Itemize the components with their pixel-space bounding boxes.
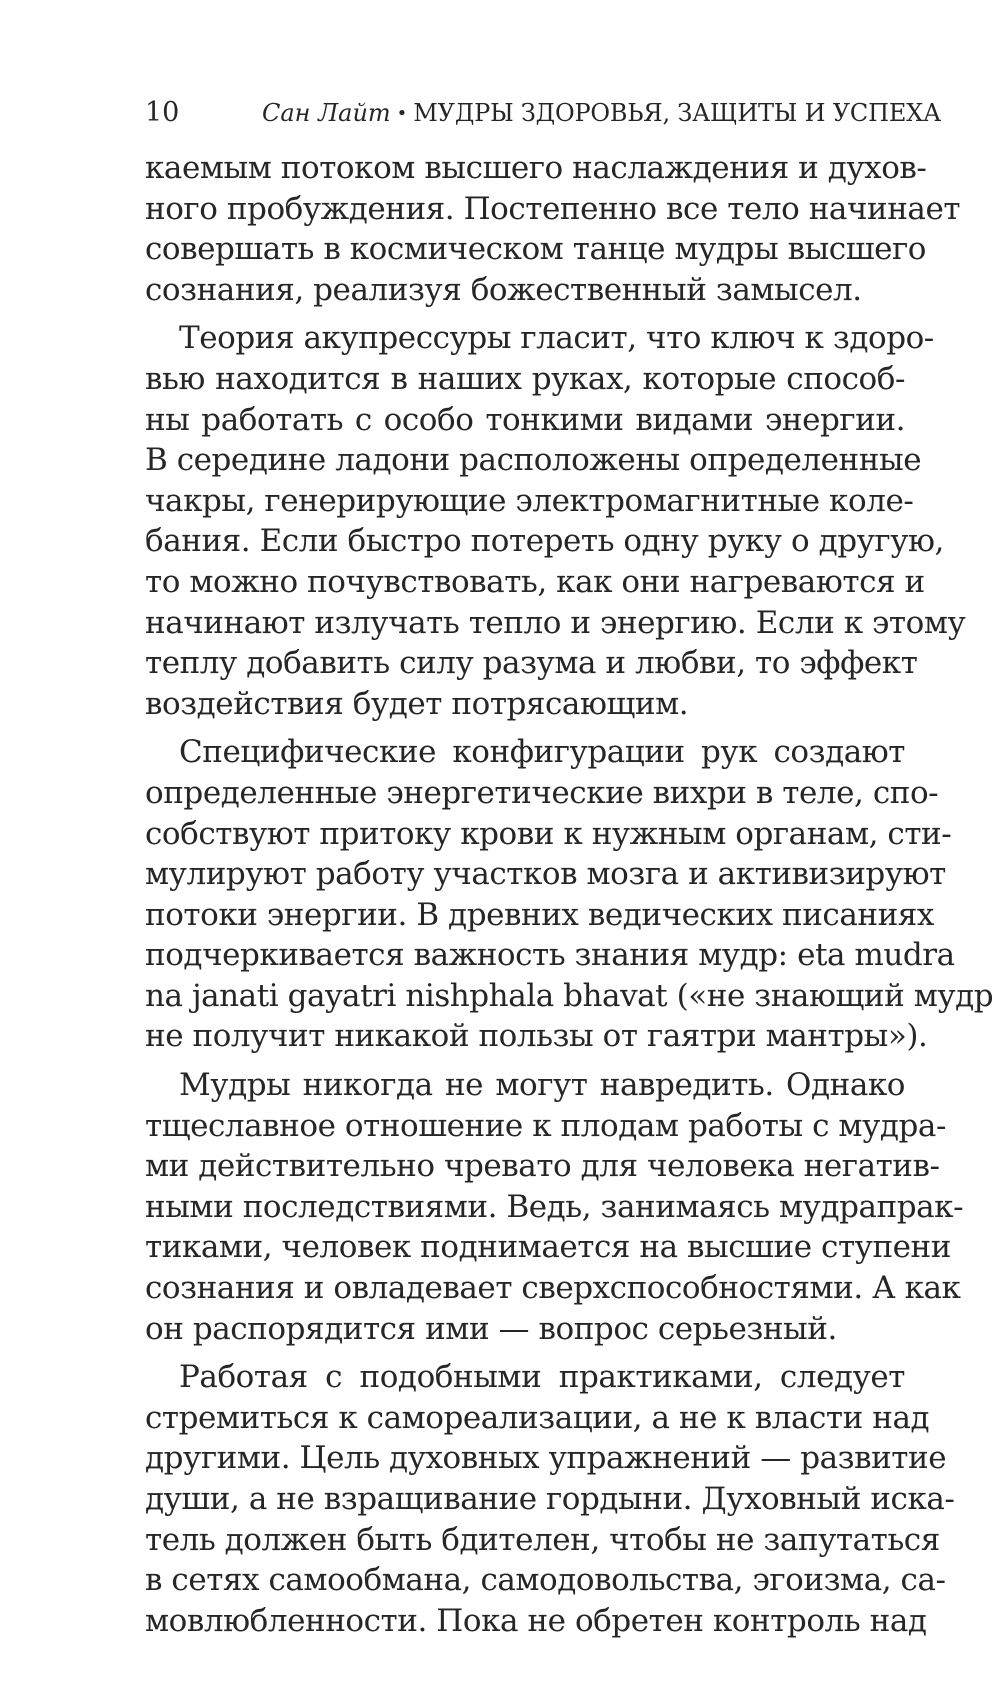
text-line: Специфические конфигурации рук создают <box>179 734 905 771</box>
text-line: мовлюбленности. Пока не обретен контроль над <box>145 1602 927 1639</box>
text-line: теплу добавить силу разума и любви, то эффект <box>145 645 918 682</box>
text-line: другими. Цель духовных упражнений — развитие <box>145 1440 947 1477</box>
text-line: собствуют притоку крови к нужным органам, сти- <box>145 815 952 852</box>
text-line: сознания и овладевает сверхспособностями. А как <box>145 1270 961 1307</box>
text-line: в сетях самообмана, самодовольства, эгоизма, са- <box>145 1562 946 1599</box>
text-line: тщеславное отношение к плодам работы с мудра- <box>145 1107 946 1144</box>
book-title: МУДРЫ ЗДОРОВЬЯ, ЗАЩИТЫ И УСПЕХА <box>413 99 942 127</box>
text-line: ного пробуждения. Постепенно все тело начинает <box>145 190 961 227</box>
text-line: Мудры никогда не могут навредить. Однако <box>179 1067 905 1104</box>
text-line: начинают излучать тепло и энергию. Если к этому <box>145 604 966 641</box>
text-line: тиками, человек поднимается на высшие ступени <box>145 1229 951 1266</box>
text-line: не получит никакой пользы от гаятри мантры»). <box>145 1018 928 1055</box>
text-line: бания. Если быстро потереть одну руку о другую, <box>145 523 944 560</box>
text-line: вью находится в наших руках, которые способ- <box>145 360 905 397</box>
text-line: тель должен быть бдителен, чтобы не запутаться <box>145 1521 940 1558</box>
text-line: воздействия будет потрясающим. <box>145 685 689 722</box>
page-number: 10 <box>145 97 180 128</box>
running-title <box>262 93 941 136</box>
text-line: Теория акупрессуры гласит, что ключ к здоро- <box>179 320 934 357</box>
text-line: то можно почувствовать, как они нагреваются и <box>145 563 925 600</box>
text-line: ми действительно чревато для человека негатив- <box>145 1148 940 1185</box>
text-line: Работая с подобными практиками, следует <box>179 1359 905 1396</box>
text-line: подчеркивается важность знания мудр: eta mudra <box>145 937 955 974</box>
author-name: Сан Лайт <box>262 99 391 127</box>
text-line: совершать в космическом танце мудры высшего <box>145 231 926 268</box>
text-line: он распорядится ими — вопрос серьезный. <box>145 1310 837 1347</box>
text-line: определенные энергетические вихри в теле, спо- <box>145 774 939 811</box>
title-separator: • <box>396 103 408 124</box>
paragraph <box>145 732 994 1057</box>
text-line: каемым потоком высшего наслаждения и духов- <box>145 150 927 186</box>
text-line: чакры, генерирующие электромагнитные коле- <box>145 482 914 519</box>
paragraph <box>145 318 966 724</box>
text-line: стремиться к самореализации, а не к власти над <box>145 1399 930 1436</box>
text-line: души, а не взращивание гордыни. Духовный иска- <box>145 1481 955 1517</box>
text-line: В середине ладони расположены определенные <box>145 442 922 479</box>
text-line: ны работать с особо тонкими видами энергии. <box>145 401 905 438</box>
text-line: мулируют работу участков мозга и активизируют <box>145 856 946 893</box>
text-line: сознания, реализуя божественный замысел. <box>145 271 862 308</box>
paragraph <box>145 148 961 310</box>
text-line: потоки энергии. В древних ведических писаниях <box>145 896 934 933</box>
text-line: ными последствиями. Ведь, занимаясь мудрапрак- <box>145 1188 964 1225</box>
paragraph <box>145 1357 955 1641</box>
text-line: na janati gayatri nishphala bhavat («не знающий мудр <box>145 977 994 1014</box>
body-text <box>145 148 994 1641</box>
paragraph <box>145 1065 964 1349</box>
running-header <box>145 93 942 133</box>
